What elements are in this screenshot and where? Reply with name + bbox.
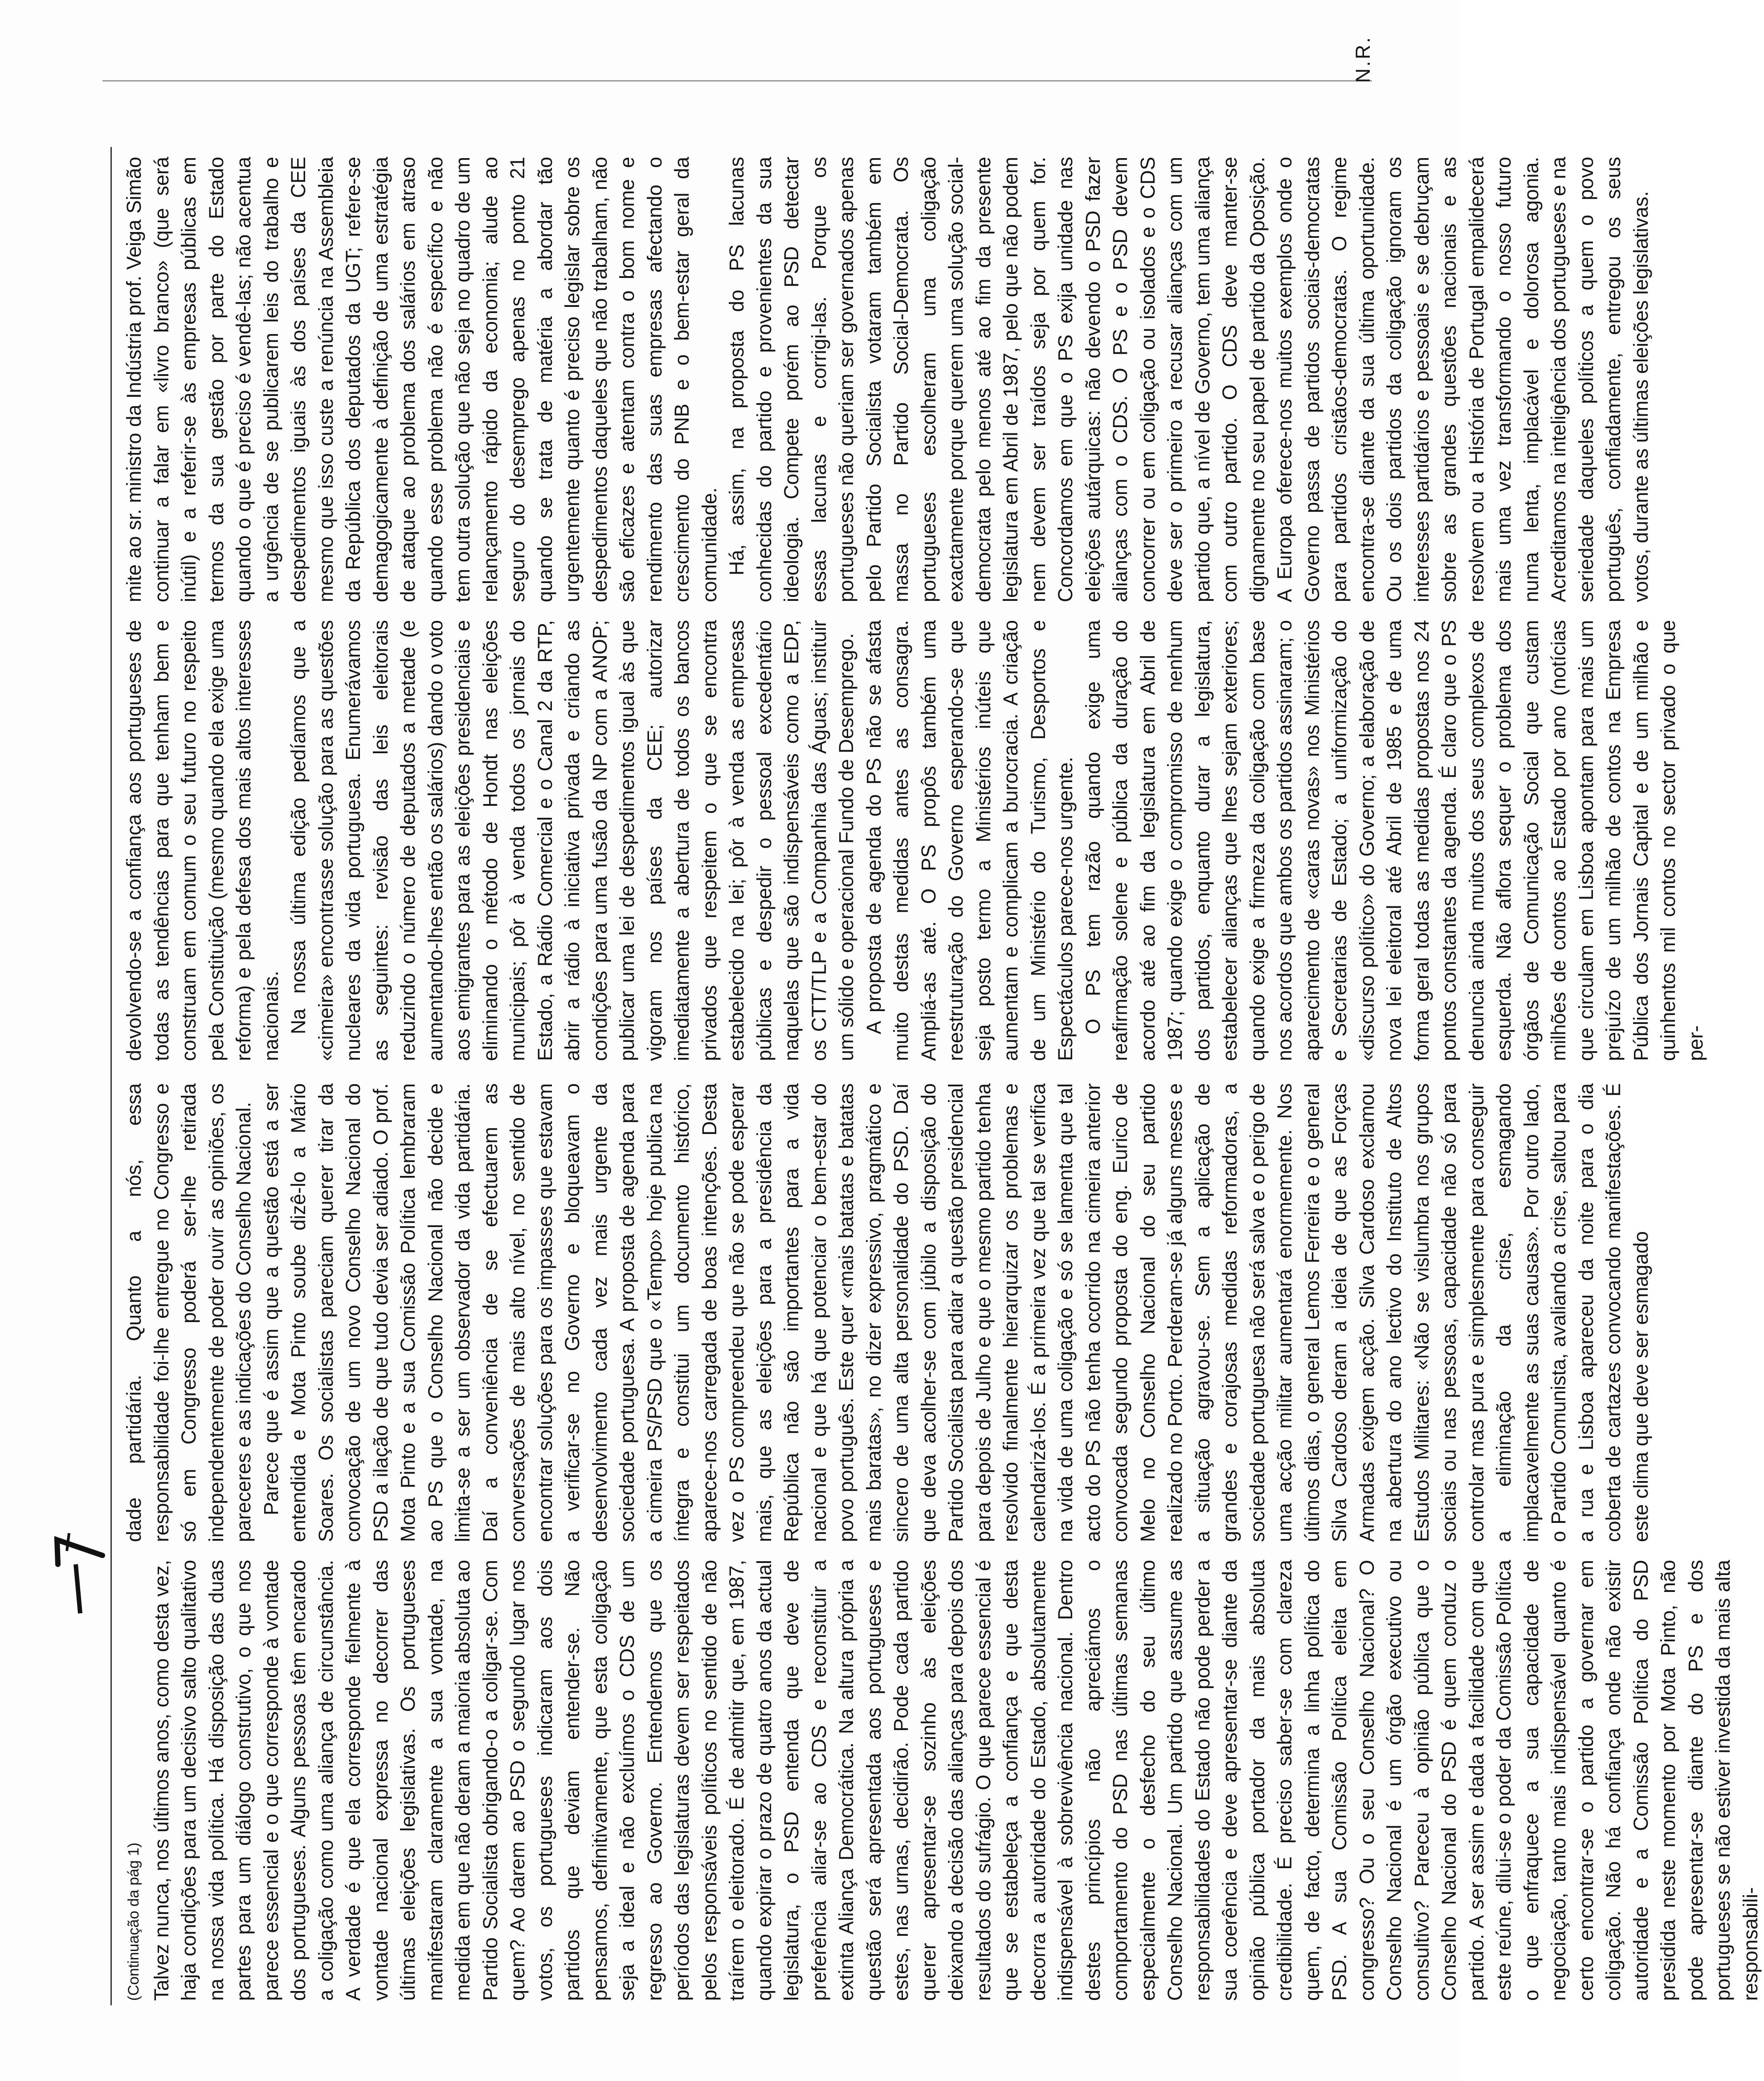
paragraph: A proposta de agenda do PS não se afasta muito destas medidas antes as consagra. Ampliá-as até. O PS propôs também uma reestruturação do Governo esperando-se que seja posto termo a Ministérios inúteis que aumentam e complicam a burocracia. A criação de um Ministério do Turismo, Desportos e Espectáculos parece-nos urgente. — [862, 620, 1077, 1061]
paragraph: Parece que é assim que a questão está a ser entendida e Mota Pinto soube dizê-lo a Mário Soares. Os socialistas pareciam querer tirar da convocação de um novo Conselho Nacional do PSD a ilação de que tudo devia ser adiado. O prof. Mota Pinto e a sua Comissão Política lembraram ao PS que o Conselho Nacional não decide e limita-se a ser um observador da vida partidária. Daí a conveniência de se efectuarem as conversações de mais alto nível, no sentido de encontrar soluções para os impasses que estavam a verificar-se no Governo e bloqueavam o desenvolvimento cada vez mais urgente da sociedade portuguesa. A proposta de agenda para a cimeira PS/PSD que o «Tempo» hoje publica na íntegra e constitui um documento histórico, aparece-nos carregada de boas intenções. Desta vez o PS compreendeu que não se pode esperar mais, que as eleições para a presidência da República não são importantes para a vida nacional e que há que potenciar o bem-estar do povo português. Este quer «mais batatas e batatas mais baratas», no dizer expressivo, pragmático e sincero de uma alta personalidade do PSD. Daí que deva acolher-se com júbilo a disposição do Partido Socialista para adiar a questão presidencial para depois de Julho e que o mesmo partido tenha resolvido finalmente hierarquizar os problemas e calendarizá-los. É a primeira vez que tal se verifica na vida de uma coligação e só se lamenta que tal acto do PS não tenha ocorrido na cimeira anterior convocada segundo proposta do eng. Eurico de Melo no Conselho Nacional do seu partido realizado no Porto. Perderam-se já alguns meses e a situação agravou-se. Sem a aplicação de grandes e corajosas medidas reformadoras, a sociedade portuguesa não será salva e o perigo de uma acção militar aumentará enormemente. Nos últimos dias, o general Lemos Ferreira e o general Silva Cardoso deram a ideia de que as Forças Armadas exigem acção. Silva Cardoso exclamou na abertura do ano lectivo do Instituto de Altos Estudos Militares: «Não se vislumbra nos grupos sociais ou nas pessoas, capacidade não só para controlar mas pura e simplesmente para conseguir a eliminação da crise, esmagando implacavelmente as suas causas». Por outro lado, o Partido Comunista, avaliando a crise, saltou para a rua e Lisboa apareceu da noite para o dia coberta de cartazes convocando manifestações. É este clima que deve ser esmagado — [259, 1083, 1652, 1542]
column-1 — [120, 1560, 1762, 2001]
paragraph: mite ao sr. ministro da Indústria prof. Veiga Simão continuar a falar em «livro branco» (que será inútil) e a referir-se às empresas públicas em termos da sua gestão por parte do Estado quando o que é preciso é vendê-las; não acentua a urgência de se publicarem leis do trabalho e despedimentos iguais às dos países da CEE mesmo que isso custe a renúncia na Assembleia da República dos deputados da UGT; refere-se demagogicamente à definição de uma estratégia de ataque ao problema dos salários em atraso quando esse problema não é específico e não tem outra solução que não seja no quadro de um relançamento rápido da economia; alude ao seguro do desemprego apenas no ponto 21 quando se trata de matéria a abordar tão urgentemente quanto é preciso legislar sobre os despedimentos daqueles que não trabalham, não são eficazes e atentam contra o bom nome e rendimento das suas empresas afectando o crescimento do PNB e o bem-estar geral da comunidade. — [122, 157, 721, 602]
paragraph: dade partidária. Quanto a nós, essa responsabilidade foi-lhe entregue no Congresso e só em Congresso poderá ser-lhe retirada independentemente de poder ouvir as opiniões, os pareceres e as indicações do Conselho Nacional. — [122, 1083, 255, 1542]
column-2 — [120, 1083, 1652, 1542]
paragraph: Na nossa última edição pedíamos que a «cimeira» encontrasse solução para as questões nucleares da vida portuguesa. Enumerávamos as seguintes: revisão das leis eleitorais reduzindo o número de deputados a metade (e aumentando-lhes então os salários) dando o voto aos emigrantes para as eleições presidenciais e eliminando o método de Hondt nas eleições municipais; pôr à venda todos os jornais do Estado, a Rádio Comercial e o Canal 2 da RTP, abrir a rádio à iniciativa privada e criando as condições para uma fusão da NP com a ANOP; publicar uma lei de despedimentos igual às que vigoram nos países da CEE; autorizar imediatamente a abertura de todos os bancos privados que respeitem o que se encontra estabelecido na lei; pôr à venda as empresas públicas e despedir o pessoal excedentário naquelas que são indispensáveis como a EDP, os CTT/TLP e a Companhia das Águas; instituir um sólido e operacional Fundo de Desemprego. — [287, 620, 858, 1061]
column-3 — [120, 620, 1707, 1061]
page-edge-shadow — [102, 80, 1372, 82]
paragraph: Há, assim, na proposta do PS lacunas conhecidas do partido e provenientes da sua ideologia. Compete porém ao PSD detectar essas lacunas e corrigi-las. Porque os portugueses não queriam ser governados apenas pelo Partido Socialista votaram também em massa no Partido Social-Democrata. Os portugueses escolheram uma coligação exactamente porque querem uma solução social-democrata pelo menos até ao fim da presente legislatura em Abril de 1987, pelo que não podem nem devem ser traídos seja por quem for. Concordamos em que o PS exija unidade nas eleições autárquicas: não devendo o PSD fazer alianças com o CDS. O PS e o PSD devem concorrer ou em coligação ou isolados e o CDS deve ser o primeiro a recusar alianças com um partido que, a nível de Governo, tem uma aliança com outro partido. O CDS deve manter-se dignamente no seu papel de partido da Oposição. A Europa oferece-nos muitos exemplos onde o Governo passa de partidos sociais-democratas para partidos cristãos-democratas. O regime encontra-se diante da sua última oportunidade. Ou os dois partidos da coligação ignoram os interesses partidários e pessoais e se debruçam sobre as grandes questões nacionais e as resolvem ou a História de Portugal empalidecerá mais uma vez transformando o nosso futuro numa lenta, implacável e dolorosa agonia. Acreditamos na inteligência dos portugueses e na seriedade daqueles políticos a quem o povo português, confiadamente, entregou os seus votos, durante as últimas eleições legislativas. — [725, 157, 1652, 602]
column-4 — [120, 157, 1652, 602]
handwritten-page-number — [49, 1529, 111, 1618]
top-rule — [110, 147, 112, 2005]
paragraph: Talvez nunca, nos últimos anos, como desta vez, haja condições para um decisivo salto qualitativo na nossa vida política. Há disposição das duas partes para um diálogo construtivo, o que nos parece essencial e o que corresponde à vontade dos portugueses. Alguns pessoas têm encarado a coligação como uma aliança de circunstância. A verdade é que ela corresponde fielmente à vontade nacional expressa no decorrer das últimas eleições legislativas. Os portugueses manifestaram claramente a sua vontade, na medida em que não deram a maioria absoluta ao Partido Socialista obrigando-o a coligar-se. Com quem? Ao darem ao PSD o segundo lugar nos votos, os portugueses indicaram aos dois partidos que deviam entender-se. Não pensamos, definitivamente, que esta coligação seja a ideal e não excluímos o CDS de um regresso ao Governo. Entendemos que os períodos das legislaturas devem ser respeitados pelos responsáveis políticos no sentido de não traírem o eleitorado. É de admitir que, em 1987, quando expirar o prazo de quatro anos da actual legislatura, o PSD entenda que deve de preferência aliar-se ao CDS e reconstituir a extinta Aliança Democrática. Na altura própria a questão será apresentada aos portugueses e estes, nas urnas, decidirão. Pode cada partido querer apresentar-se sozinho às eleições deixando a decisão das alianças para depois dos resultados do sufrágio. O que parece essencial é que se estabeleça a confiança e que desta decorra a autoridade do Estado, absolutamente indispensável à sobrevivência nacional. Dentro destes princípios não apreciámos o comportamento do PSD nas últimas semanas especialmente o desfecho do seu último Conselho Nacional. Um partido que assume as responsabilidades do Estado não pode perder a sua coerência e deve apresentar-se diante da opinião pública portador da mais absoluta credibilidade. É preciso saber-se com clareza quem, de facto, determina a linha política do PSD. A sua Comissão Política eleita em congresso? Ou o seu Conselho Nacional? O Conselho Nacional é um órgão executivo ou consultivo? Pareceu à opinião pública que o Conselho Nacional do PSD é quem conduz o partido. A ser assim e dada a facilidade com que este reúne, dilui-se o poder da Comissão Política o que enfraquece a sua capacidade de negociação, tanto mais indispensável quanto é certo encontrar-se o partido a governar em coligação. Não há confiança onde não existir autoridade e a Comissão Política do PSD presidida neste momento por Mota Pinto, não pode apresentar-se diante do PS e dos portugueses se não estiver investida da mais alta responsabili- — [150, 1560, 1762, 2001]
paragraph: devolvendo-se a confiança aos portugueses de todas as tendências para que tenham bem e construam em comum o seu futuro no respeito pela Constituição (mesmo quando ela exige uma reforma) e pela defesa dos mais altos interesses nacionais. — [122, 620, 282, 1061]
signature: N.R. — [1351, 36, 1374, 83]
paragraph: O PS tem razão quando exige uma reafirmação solene e pública da duração do acordo até ao fim da legislatura em Abril de 1987; quando exige o compromisso de nenhum dos partidos, enquanto durar a legislatura, estabelecer alianças que lhes sejam exteriores; quando exige a firmeza da coligação com base nos acordos que ambos os partidos assinaram; o aparecimento de «caras novas» nos Ministérios e Secretarias de Estado; a uniformização do «discurso político» do Governo; a elaboração de nova lei eleitoral até Abril de 1985 e de uma forma geral todas as medidas propostas nos 24 pontos constantes da agenda. É claro que o PS denuncia ainda muitos dos seus complexos de esquerda. Não aflora sequer o problema dos órgãos de Comunicação Social que custam milhões de contos ao Estado por ano (notícias que circulam em Lisboa apontam para mais um prejuízo de um milhão de contos na Empresa Pública dos Jornais Capital e de um milhão e quinhentos mil contos no sector privado o que per- — [1081, 620, 1707, 1061]
continuation-label: (Continuação da pág 1) — [125, 1842, 142, 2001]
